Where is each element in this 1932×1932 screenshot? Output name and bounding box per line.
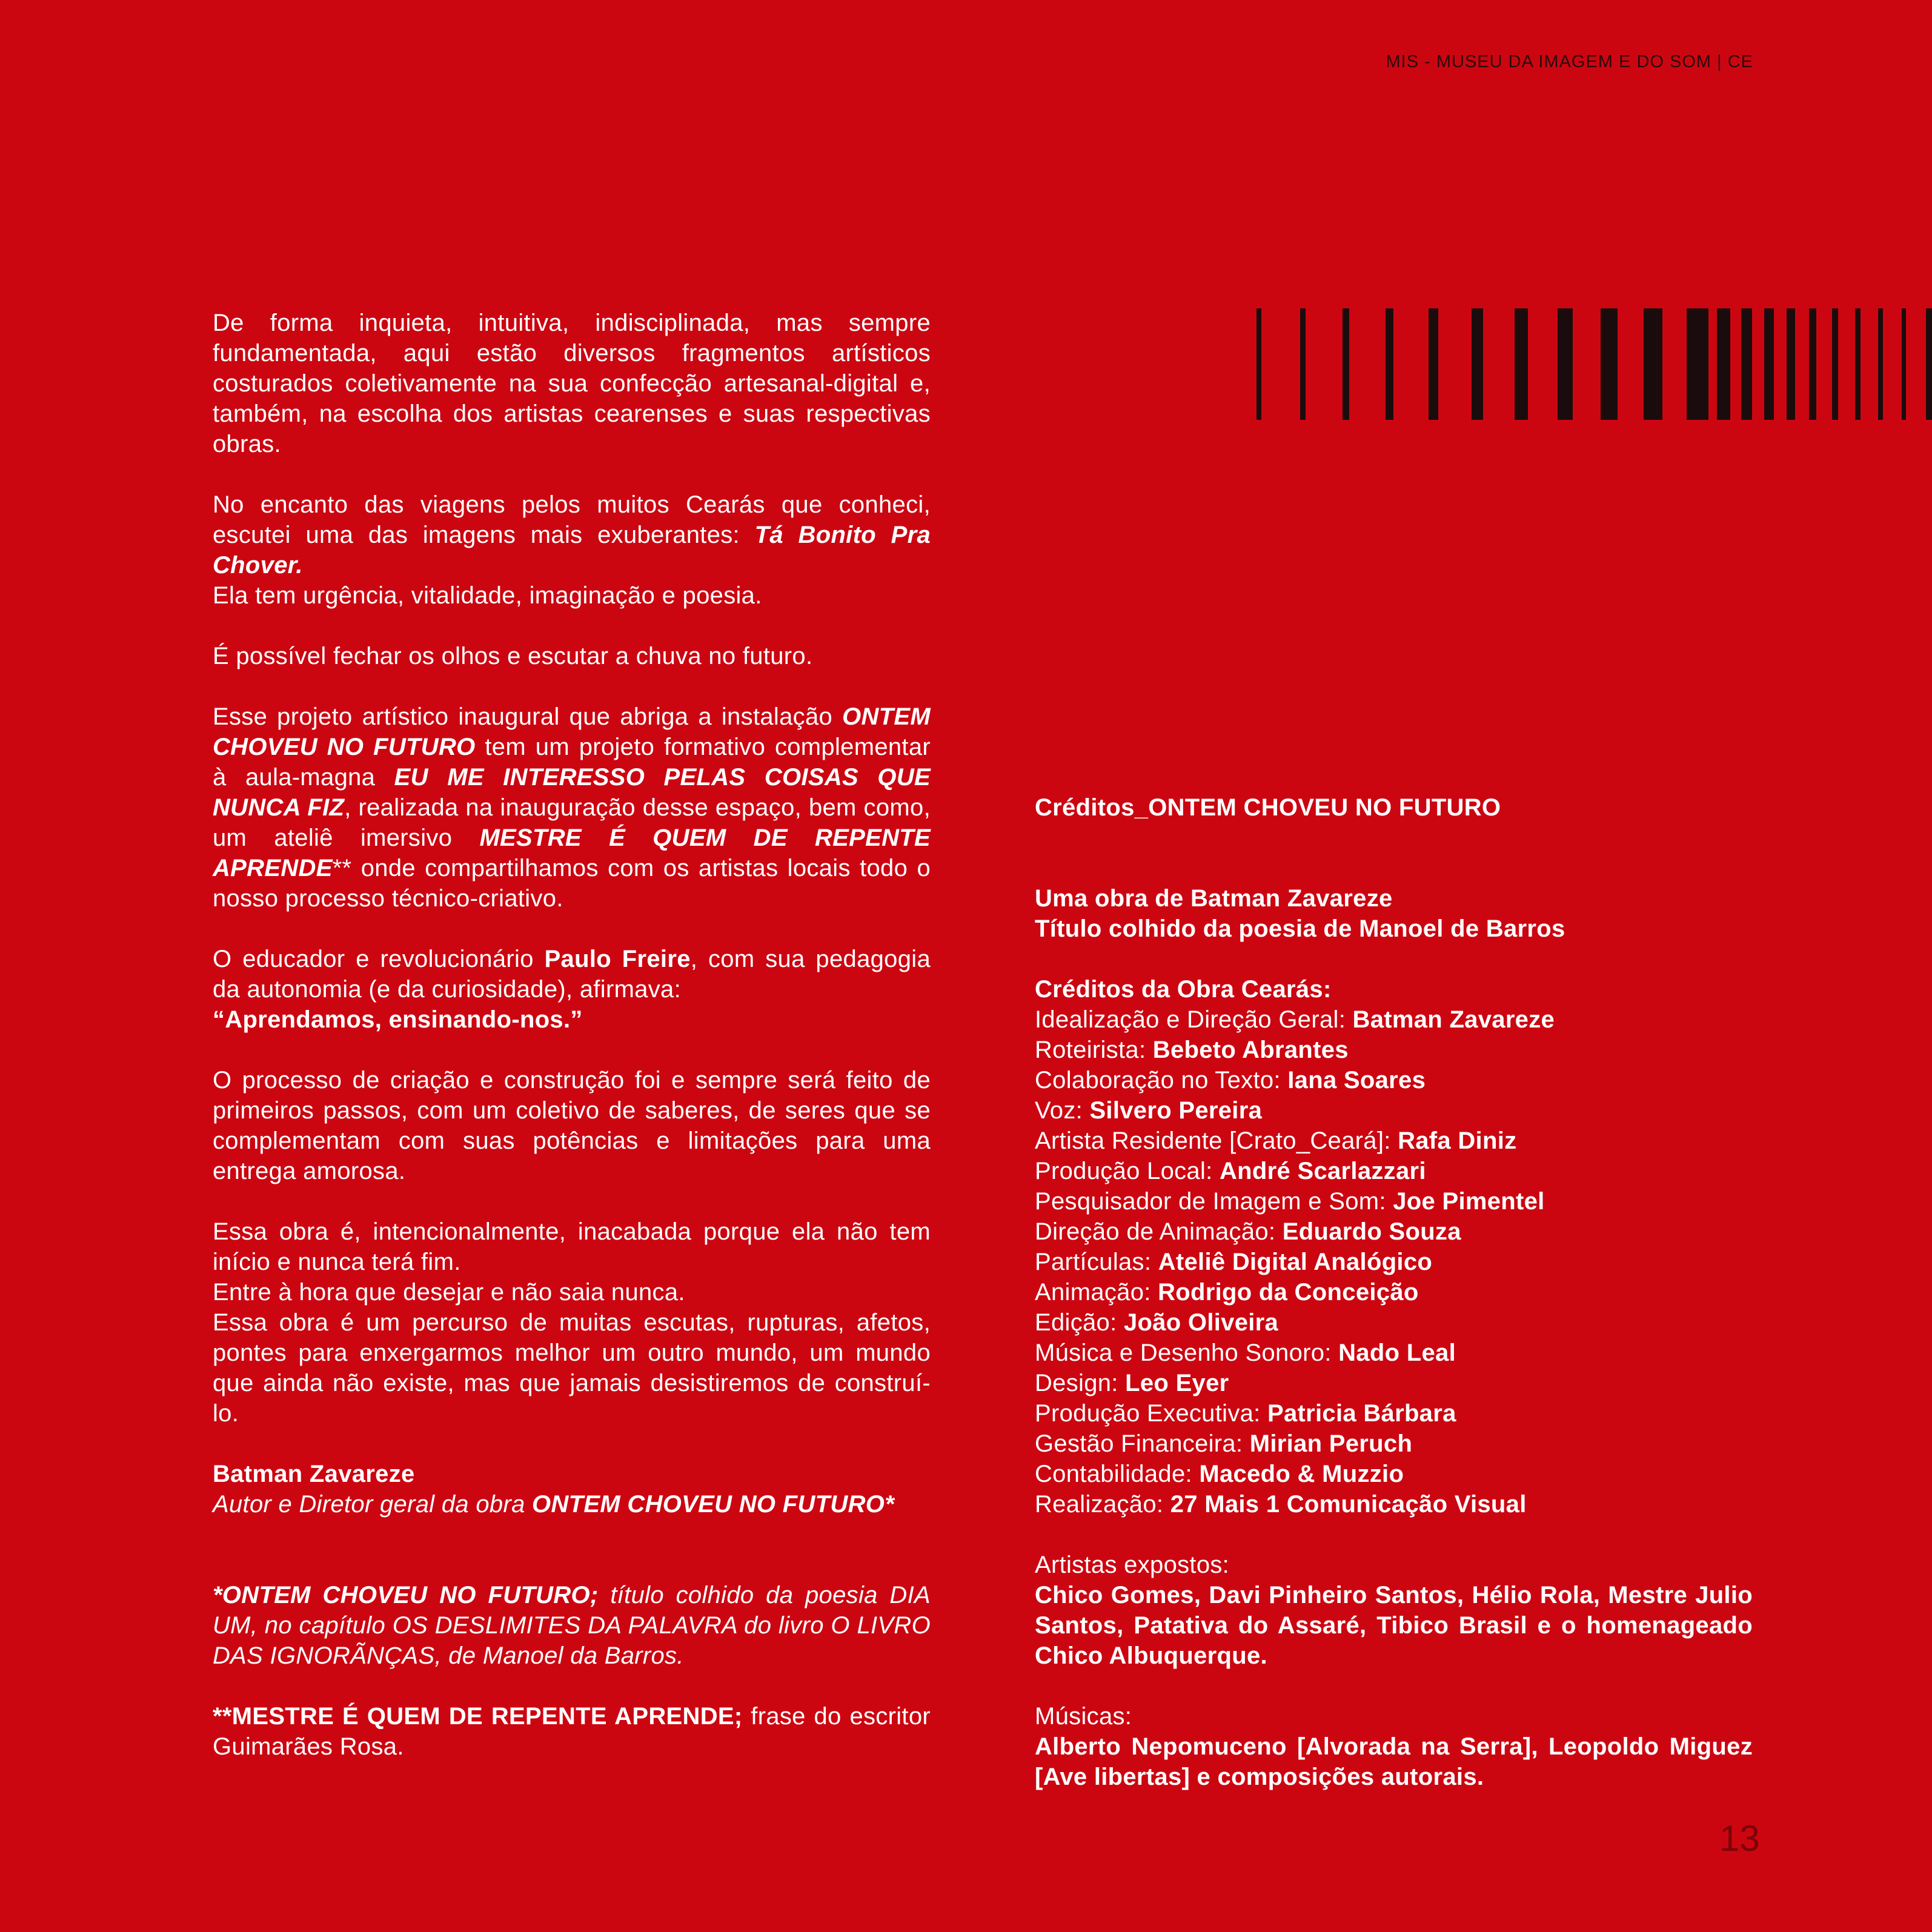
credits-list-title: Créditos da Obra Cearás: — [1035, 976, 1332, 1003]
paragraph-4-text-a: Esse projeto artístico inaugural que abriga a instalação — [213, 703, 843, 730]
credit-role: Música e Desenho Sonoro: — [1035, 1339, 1339, 1366]
credit-role: Realização: — [1035, 1491, 1170, 1518]
paragraph-3: É possível fechar os olhos e escutar a chuva no futuro. — [213, 643, 813, 669]
credit-role: Design: — [1035, 1370, 1126, 1396]
paragraph-7 — [213, 1217, 931, 1429]
credit-role: Artista Residente [Crato_Ceará]: — [1035, 1127, 1398, 1154]
credit-line — [1035, 1004, 1753, 1035]
credit-line — [1035, 1398, 1753, 1429]
credit-role: Gestão Financeira: — [1035, 1430, 1250, 1457]
page-number: 13 — [1719, 1818, 1760, 1859]
footnote-2 — [213, 1701, 931, 1762]
credit-role: Produção Executiva: — [1035, 1400, 1267, 1427]
paragraph-5-text-a: O educador e revolucionário — [213, 946, 545, 972]
credit-line — [1035, 1247, 1753, 1277]
credit-line — [1035, 1186, 1753, 1217]
paragraph-4-work-title: ONTEM CHOVEU NO FUTURO — [213, 703, 931, 760]
credit-line — [1035, 1126, 1753, 1156]
music-label: Músicas: — [1035, 1703, 1132, 1730]
credit-line — [1035, 1217, 1753, 1247]
credit-name: Eduardo Souza — [1282, 1218, 1461, 1245]
artists-list: Chico Gomes, Davi Pinheiro Santos, Hélio Rola, Mestre Julio Santos, Patativa do Assaré, Tibico Brasil e o homenageado Chico Albuquerque. — [1035, 1582, 1753, 1669]
credit-line — [1035, 1095, 1753, 1126]
music-section — [1035, 1701, 1753, 1792]
credit-name: Silvero Pereira — [1089, 1097, 1263, 1124]
credit-name: Joe Pimentel — [1393, 1188, 1545, 1215]
paragraph-4-lecture-title: EU ME INTERESSO PELAS COISAS QUE NUNCA FIZ — [213, 764, 931, 821]
credit-role: Partículas: — [1035, 1249, 1158, 1275]
paragraph-2-continued: Ela tem urgência, vitalidade, imaginação e poesia. — [213, 582, 762, 609]
credit-line — [1035, 1065, 1753, 1095]
paragraph-5-text-c: , com sua pedagogia da autonomia (e da curiosidade), afirmava: — [213, 946, 931, 1003]
credit-name: Rafa Diniz — [1398, 1127, 1517, 1154]
footnote-1-title: *ONTEM CHOVEU NO FUTURO; — [213, 1582, 599, 1608]
credit-role: Roteirista: — [1035, 1037, 1153, 1063]
signature — [213, 1459, 931, 1519]
paragraph-7-text-a: Essa obra é, intencionalmente, inacabada porque ela não tem início e nunca terá fim. — [213, 1218, 931, 1275]
credit-line — [1035, 1277, 1753, 1307]
credit-name: Patricia Bárbara — [1267, 1400, 1456, 1427]
credit-role: Contabilidade: — [1035, 1461, 1200, 1487]
credit-role: Voz: — [1035, 1097, 1090, 1124]
artists-label: Artistas expostos: — [1035, 1552, 1230, 1578]
paragraph-7-text-c: Essa obra é um percurso de muitas escutas, rupturas, afetos, pontes para enxergarmos melhor um outro mundo, um mundo que ainda não existe, mas que jamais desistiremos de construí-lo. — [213, 1309, 931, 1427]
credit-name: Ateliê Digital Analógico — [1158, 1249, 1433, 1275]
paragraph-5-name: Paulo Freire — [544, 946, 691, 972]
paragraph-2 — [213, 490, 931, 580]
artists-section — [1035, 1550, 1753, 1671]
credit-line — [1035, 1338, 1753, 1368]
credits-heading — [1035, 792, 1753, 823]
credits-column — [1035, 792, 1753, 1822]
credit-role: Animação: — [1035, 1279, 1158, 1306]
credit-name: André Scarlazzari — [1220, 1158, 1426, 1184]
paragraph-6: O processo de criação e construção foi e sempre será feito de primeiros passos, com um coletivo de saberes, de seres que se complementam com suas potências e limitações para uma entrega amorosa. — [213, 1067, 931, 1184]
paragraph-4 — [213, 702, 931, 914]
paragraph-5-quote: “Aprendamos, ensinando-nos.” — [213, 1006, 583, 1033]
footnote-2-text: frase do escritor Guimarães Rosa. — [213, 1703, 931, 1760]
paragraph-7-text-b: Entre à hora que desejar e não saia nunca. — [213, 1279, 685, 1306]
credits-heading-text: Créditos_ONTEM CHOVEU NO FUTURO — [1035, 794, 1501, 821]
credit-line — [1035, 1035, 1753, 1065]
credits-intro-line-1: Uma obra de Batman Zavareze — [1035, 885, 1393, 912]
paragraph-4-text-c: tem um projeto formativo complementar à aula-magna — [213, 734, 931, 791]
credit-line — [1035, 1368, 1753, 1398]
signature-work-title: ONTEM CHOVEU NO FUTURO* — [532, 1491, 895, 1518]
credit-name: Batman Zavareze — [1352, 1006, 1555, 1033]
paragraph-1: De forma inquieta, intuitiva, indisciplinada, mas sempre fundamentada, aqui estão diversos fragmentos artísticos costurados coletivamente na sua confecção artesanal-digital e, também, na escolha dos artistas cearenses e suas respectivas obras. — [213, 310, 931, 457]
music-list: Alberto Nepomuceno [Alvorada na Serra], Leopoldo Miguez [Ave libertas] e composições autorais. — [1035, 1733, 1753, 1790]
credit-line — [1035, 1459, 1753, 1489]
credit-role: Direção de Animação: — [1035, 1218, 1283, 1245]
credits-list — [1035, 974, 1753, 1519]
paragraph-2-text: No encanto das viagens pelos muitos Cearás que conheci, escutei uma das imagens mais exuberantes: — [213, 491, 931, 548]
credit-name: 27 Mais 1 Comunicação Visual — [1170, 1491, 1527, 1518]
credit-name: Rodrigo da Conceição — [1158, 1279, 1419, 1306]
credit-name: Mirian Peruch — [1249, 1430, 1413, 1457]
signature-role: Autor e Diretor geral da obra — [213, 1491, 533, 1518]
intro-text-column — [213, 308, 931, 1792]
credit-name: Nado Leal — [1338, 1339, 1456, 1366]
credit-role: Edição: — [1035, 1309, 1124, 1336]
credit-name: Bebeto Abrantes — [1152, 1037, 1349, 1063]
credit-line — [1035, 1489, 1753, 1519]
credit-role: Idealização e Direção Geral: — [1035, 1006, 1353, 1033]
footnote-1 — [213, 1580, 931, 1671]
signature-name: Batman Zavareze — [213, 1461, 415, 1487]
credit-name: João Oliveira — [1123, 1309, 1279, 1336]
paragraph-2-title: Tá Bonito Pra Chover. — [213, 522, 931, 579]
paragraph-5 — [213, 944, 931, 1035]
credit-name: Iana Soares — [1287, 1067, 1426, 1094]
credit-name: Leo Eyer — [1125, 1370, 1229, 1396]
paragraph-4-text-g: ** onde compartilhamos com os artistas locais todo o nosso processo técnico-criativo. — [213, 855, 931, 912]
footnote-1-text: título colhido da poesia DIA UM, no capítulo OS DESLIMITES DA PALAVRA do livro O LIVRO DAS IGNORÃNÇAS, de Manoel da Barros. — [213, 1582, 931, 1669]
barcode-bars — [1256, 308, 1932, 420]
credit-line — [1035, 1156, 1753, 1186]
credit-line — [1035, 1429, 1753, 1459]
footnote-2-title: **MESTRE É QUEM DE REPENTE APRENDE; — [213, 1703, 743, 1730]
credit-role: Produção Local: — [1035, 1158, 1220, 1184]
credit-role: Pesquisador de Imagem e Som: — [1035, 1188, 1393, 1215]
credit-role: Colaboração no Texto: — [1035, 1067, 1288, 1094]
credit-line — [1035, 1307, 1753, 1338]
credits-intro-line-2: Título colhido da poesia de Manoel de Barros — [1035, 915, 1565, 942]
barcode-graphic — [1256, 308, 1932, 420]
credits-intro — [1035, 883, 1753, 944]
header-title: MIS - MUSEU DA IMAGEM E DO SOM | CE — [1386, 52, 1753, 71]
paragraph-4-text-e: , realizada na inauguração desse espaço, bem como, um ateliê imersivo — [213, 794, 931, 851]
credit-name: Macedo & Muzzio — [1199, 1461, 1404, 1487]
paragraph-4-atelier-title: MESTRE É QUEM DE REPENTE APRENDE — [213, 825, 931, 881]
